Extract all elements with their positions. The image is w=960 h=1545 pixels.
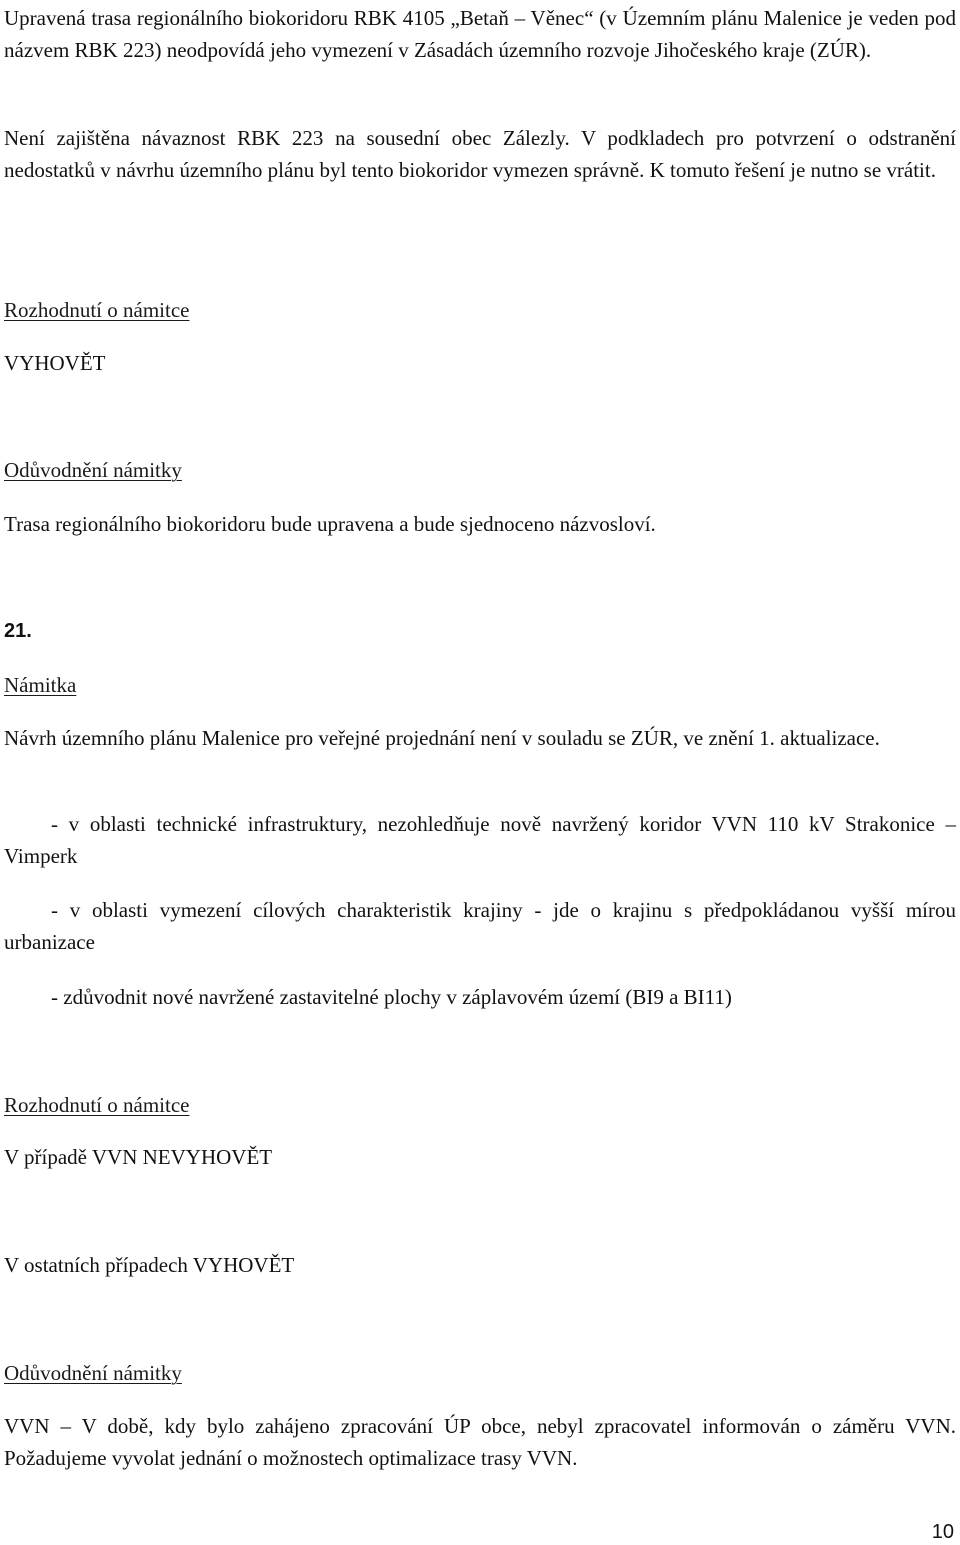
reason-heading: Odůvodnění námitky xyxy=(4,458,182,482)
objection-text: Návrh územního plánu Malenice pro veřejné projednání není v souladu se ZÚR, ve znění 1. aktualizace. xyxy=(4,726,880,750)
objection-number: 21. xyxy=(4,620,32,642)
paragraph-intro: Upravená trasa regionálního biokoridoru RBK 4105 „Betaň – Věnec“ (v Územním plánu Malenice je veden pod názvem RBK 223) neodpovídá jeho vymezení v Zásadách územního rozvoje Jihočeského kraje (ZÚR). xyxy=(4,6,956,62)
decision-value: V ostatních případech VYHOVĚT xyxy=(4,1253,295,1277)
objection-item: - zdůvodnit nové navržené zastavitelné plochy v záplavovém území (BI9 a BI11) xyxy=(51,985,732,1009)
decision-value: VYHOVĚT xyxy=(4,351,106,375)
objection-heading: Námitka xyxy=(4,673,77,697)
decision-heading: Rozhodnutí o námitce xyxy=(4,298,190,322)
page-number: 10 xyxy=(931,1521,954,1543)
paragraph-continuity: Není zajištěna návaznost RBK 223 na sousední obec Zálezly. V podkladech pro potvrzení o odstranění nedostatků v návrhu územního plánu byl tento biokoridor vymezen správně. K tomuto řešení je nutno se vrátit. xyxy=(4,126,956,182)
reason-heading: Odůvodnění námitky xyxy=(4,1361,182,1385)
objection-item: - v oblasti technické infrastruktury, nezohledňuje nově navržený koridor VVN 110 kV Strakonice – Vimperk xyxy=(4,812,956,868)
reason-text: VVN – V době, kdy bylo zahájeno zpracování ÚP obce, nebyl zpracovatel informován o záměru VVN. Požadujeme vyvolat jednání o možnostech optimalizace trasy VVN. xyxy=(4,1414,956,1470)
reason-text: Trasa regionálního biokoridoru bude upravena a bude sjednoceno názvosloví. xyxy=(4,512,656,536)
decision-heading: Rozhodnutí o námitce xyxy=(4,1093,190,1117)
objection-item: - v oblasti vymezení cílových charakteristik krajiny - jde o krajinu s předpokládanou vyšší mírou urbanizace xyxy=(4,898,956,954)
decision-value: V případě VVN NEVYHOVĚT xyxy=(4,1145,273,1169)
